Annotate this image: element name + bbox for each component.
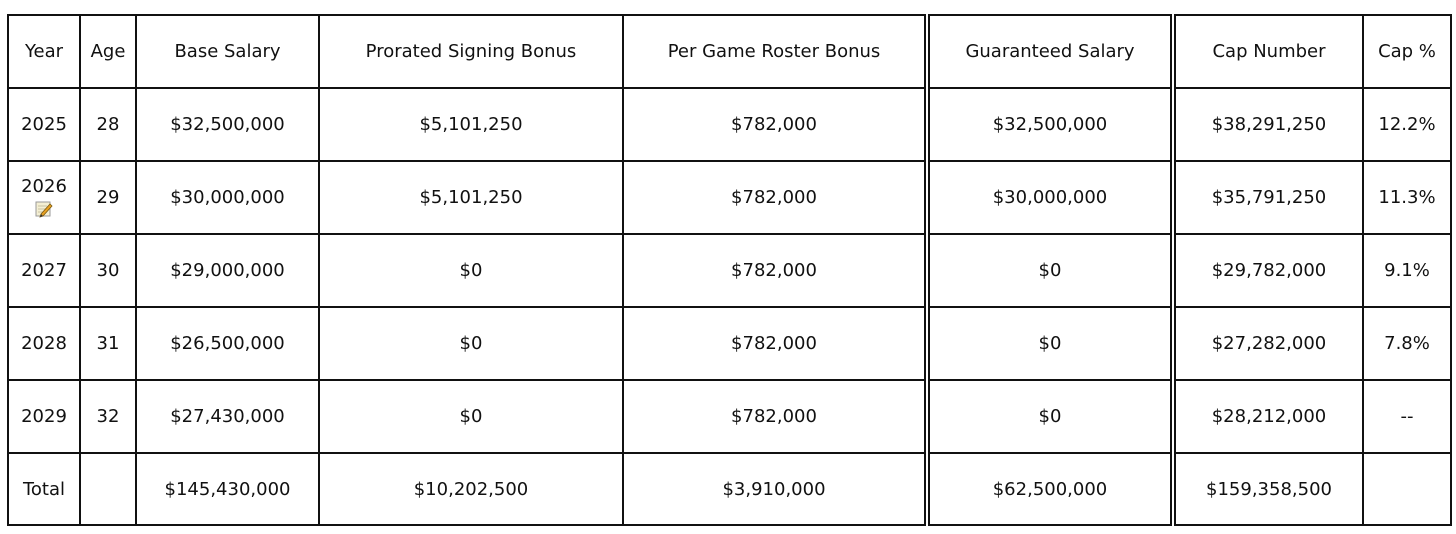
header-per-game-roster-bonus: Per Game Roster Bonus [623, 15, 927, 88]
cell-total-cap-pct [1363, 453, 1451, 525]
cell-cap-number: $28,212,000 [1173, 380, 1363, 453]
cell-year: 2026 [21, 175, 67, 197]
cell-year: 2029 [8, 380, 80, 453]
cell-prorated-signing-bonus: $5,101,250 [319, 161, 623, 234]
cell-total-cap-number: $159,358,500 [1173, 453, 1363, 525]
cell-cap-pct: 11.3% [1363, 161, 1451, 234]
edit-note-icon[interactable] [35, 200, 53, 218]
cell-per-game-roster-bonus: $782,000 [623, 380, 927, 453]
cell-guaranteed-salary: $0 [927, 380, 1173, 453]
cell-prorated-signing-bonus: $5,101,250 [319, 88, 623, 161]
table-total-row [8, 453, 1451, 525]
header-prorated-signing-bonus: Prorated Signing Bonus [319, 15, 623, 88]
table-header-row [8, 15, 1451, 88]
table-row [8, 234, 1451, 307]
cell-total-base-salary: $145,430,000 [136, 453, 319, 525]
cell-year: 2027 [8, 234, 80, 307]
cell-total-label: Total [8, 453, 80, 525]
cell-cap-number: $38,291,250 [1173, 88, 1363, 161]
cell-base-salary: $32,500,000 [136, 88, 319, 161]
cell-guaranteed-salary: $32,500,000 [927, 88, 1173, 161]
header-age: Age [80, 15, 136, 88]
cell-base-salary: $27,430,000 [136, 380, 319, 453]
cell-total-guaranteed-salary: $62,500,000 [927, 453, 1173, 525]
table-row [8, 380, 1451, 453]
header-guaranteed-salary: Guaranteed Salary [927, 15, 1173, 88]
header-cap-pct: Cap % [1363, 15, 1451, 88]
cell-cap-number: $27,282,000 [1173, 307, 1363, 380]
header-cap-number: Cap Number [1173, 15, 1363, 88]
cell-year: 2025 [8, 88, 80, 161]
cell-guaranteed-salary: $0 [927, 234, 1173, 307]
cell-age: 32 [80, 380, 136, 453]
cell-cap-number: $35,791,250 [1173, 161, 1363, 234]
cell-base-salary: $30,000,000 [136, 161, 319, 234]
cell-cap-pct: -- [1363, 380, 1451, 453]
cell-guaranteed-salary: $0 [927, 307, 1173, 380]
cell-total-per-game-roster-bonus: $3,910,000 [623, 453, 927, 525]
cell-total-age [80, 453, 136, 525]
cell-prorated-signing-bonus: $0 [319, 307, 623, 380]
cell-base-salary: $29,000,000 [136, 234, 319, 307]
cell-base-salary: $26,500,000 [136, 307, 319, 380]
header-base-salary: Base Salary [136, 15, 319, 88]
cell-age: 30 [80, 234, 136, 307]
cell-per-game-roster-bonus: $782,000 [623, 161, 927, 234]
cell-prorated-signing-bonus: $0 [319, 234, 623, 307]
cell-cap-pct: 9.1% [1363, 234, 1451, 307]
cell-per-game-roster-bonus: $782,000 [623, 88, 927, 161]
cell-prorated-signing-bonus: $0 [319, 380, 623, 453]
header-year: Year [8, 15, 80, 88]
table-row [8, 88, 1451, 161]
cell-cap-pct: 12.2% [1363, 88, 1451, 161]
cell-per-game-roster-bonus: $782,000 [623, 234, 927, 307]
contract-table [7, 14, 1452, 526]
cell-age: 31 [80, 307, 136, 380]
cell-age: 28 [80, 88, 136, 161]
cell-cap-pct: 7.8% [1363, 307, 1451, 380]
cell-year: 2028 [8, 307, 80, 380]
cell-guaranteed-salary: $30,000,000 [927, 161, 1173, 234]
cell-age: 29 [80, 161, 136, 234]
cell-per-game-roster-bonus: $782,000 [623, 307, 927, 380]
cell-total-prorated-signing-bonus: $10,202,500 [319, 453, 623, 525]
cell-cap-number: $29,782,000 [1173, 234, 1363, 307]
table-row [8, 161, 1451, 234]
table-row [8, 307, 1451, 380]
cell-year-with-note [8, 161, 80, 234]
